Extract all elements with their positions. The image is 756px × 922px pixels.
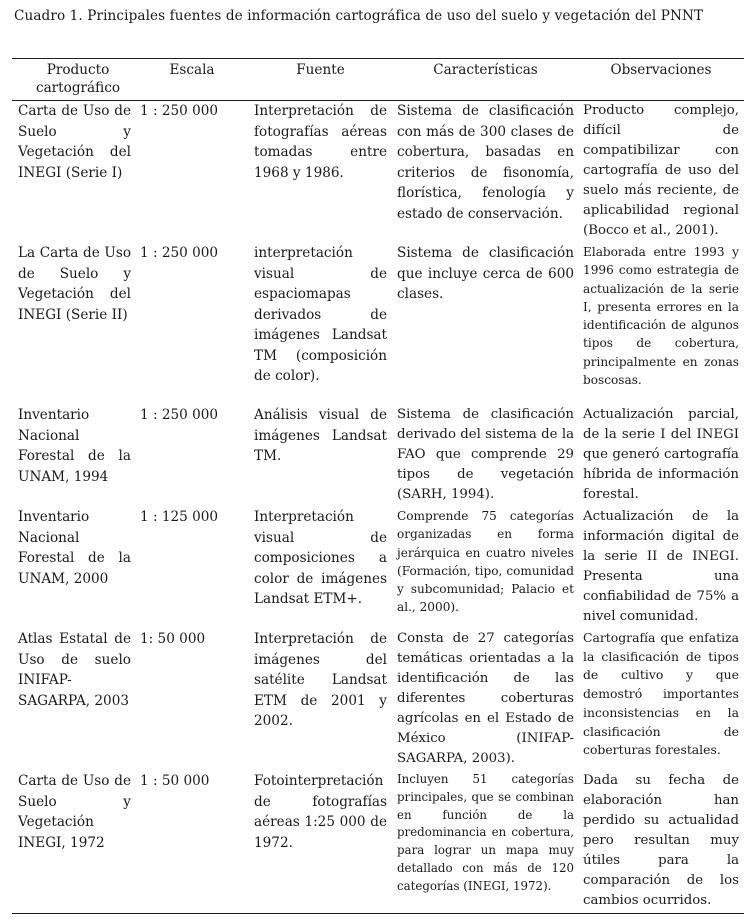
- cell-producto: Inventario Nacional Forestal de la UNAM, 2000: [18, 509, 131, 587]
- cell-escala: 1: 50 000: [140, 631, 206, 647]
- cell-producto: La Carta de Uso de Suelo y Vegetación del INEGI (Serie II): [18, 245, 131, 323]
- cell-fuente: interpretación visual de espaciomapas derivados de imágenes Landsat TM (composición de color).: [254, 245, 387, 384]
- cell-producto: Carta de Uso de Suelo y Vegetación INEGI, 1972: [18, 773, 131, 851]
- cell-caracteristicas: Sistema de clasificación derivado del sistema de la FAO que comprende 29 tipos de vegetación (SARH, 1994).: [397, 407, 574, 503]
- cell-escala: 1 : 250 000: [140, 103, 219, 119]
- cell-producto: Carta de Uso de Suelo y Vegetación del INEGI (Serie I): [18, 103, 131, 181]
- cell-observaciones: Actualización de la información digital de la serie II de INEGI. Presenta una confiabilidad de 75% a nivel comunidad.: [583, 509, 739, 625]
- cell-caracteristicas: Incluyen 51 categorías principales, que se combinan en función de la predominancia en cobertura, para lograr un mapa muy detallado con más de 120 categorías (INEGI, 1972).: [397, 772, 574, 893]
- cell-fuente: Fotointerpretación de fotografías aéreas 1:25 000 de 1972.: [254, 773, 387, 851]
- cell-observaciones: Dada su fecha de elaboración han perdido su actualidad pero resultan muy útiles para la comparación de los cambios ocurridos.: [583, 773, 739, 909]
- cell-escala: 1 : 250 000: [140, 245, 219, 261]
- cell-producto: Atlas Estatal de Uso de suelo INIFAP-SAGARPA, 2003: [18, 631, 131, 709]
- cell-observaciones: Actualización parcial, de la serie I del INEGI que generó cartografía híbrida de información forestal.: [583, 407, 739, 503]
- cell-fuente: Interpretación de fotografías aéreas tomadas entre 1968 y 1986.: [254, 103, 387, 181]
- header-fuente: Fuente: [296, 62, 345, 78]
- header-escala: Escala: [169, 62, 215, 78]
- bottom-rule: [12, 913, 744, 914]
- cell-caracteristicas: Consta de 27 categorías temáticas orientadas a la identificación de las diferentes coberturas agrícolas en el Estado de México (INIFAP-SAGARPA, 2003).: [397, 631, 574, 767]
- cell-caracteristicas: Sistema de clasificación que incluye cerca de 600 clases.: [397, 245, 574, 302]
- cell-observaciones: Cartografía que enfatiza la clasificación de tipos de cultivo y que demostró importantes inconsistencias en la clasificación de coberturas forestales.: [583, 630, 739, 758]
- top-rule: [12, 58, 744, 59]
- cell-caracteristicas: Comprende 75 categorías organizadas en forma jerárquica en cuatro niveles (Formación, tipo, comunidad y subcomunidad; Palacio et al., 2000).: [397, 509, 574, 615]
- cell-escala: 1 : 250 000: [140, 407, 219, 423]
- cell-fuente: Interpretación visual de composiciones a color de imágenes Landsat ETM+.: [254, 509, 387, 607]
- cell-observaciones: Producto complejo, difícil de compatibilizar con cartografía de uso del suelo más reciente, de aplicabilidad regional (Bocco et al., 2001).: [583, 103, 739, 239]
- header-observaciones: Observaciones: [610, 62, 712, 78]
- header-producto: Producto cartográfico: [35, 62, 121, 96]
- cell-observaciones: Elaborada entre 1993 y 1996 como estrategia de actualización de la serie I, presenta errores en la identificación de algunos tipos de cobertura, principalmente en zonas boscosas.: [583, 245, 739, 387]
- cell-escala: 1 : 125 000: [140, 509, 219, 525]
- table-caption: Cuadro 1. Principales fuentes de información cartográfica de uso del suelo y vegetación del PNNT: [14, 8, 704, 24]
- cell-escala: 1 : 50 000: [140, 773, 210, 789]
- cell-fuente: Análisis visual de imágenes Landsat TM.: [254, 407, 387, 464]
- header-caracteristicas: Características: [433, 62, 538, 78]
- cell-fuente: Interpretación de imágenes del satélite Landsat ETM de 2001 y 2002.: [254, 631, 387, 729]
- cell-producto: Inventario Nacional Forestal de la UNAM, 1994: [18, 407, 131, 485]
- cell-caracteristicas: Sistema de clasificación con más de 300 clases de cobertura, basadas en criterios de fisonomía, florística, fenología y estado de conservación.: [397, 103, 574, 222]
